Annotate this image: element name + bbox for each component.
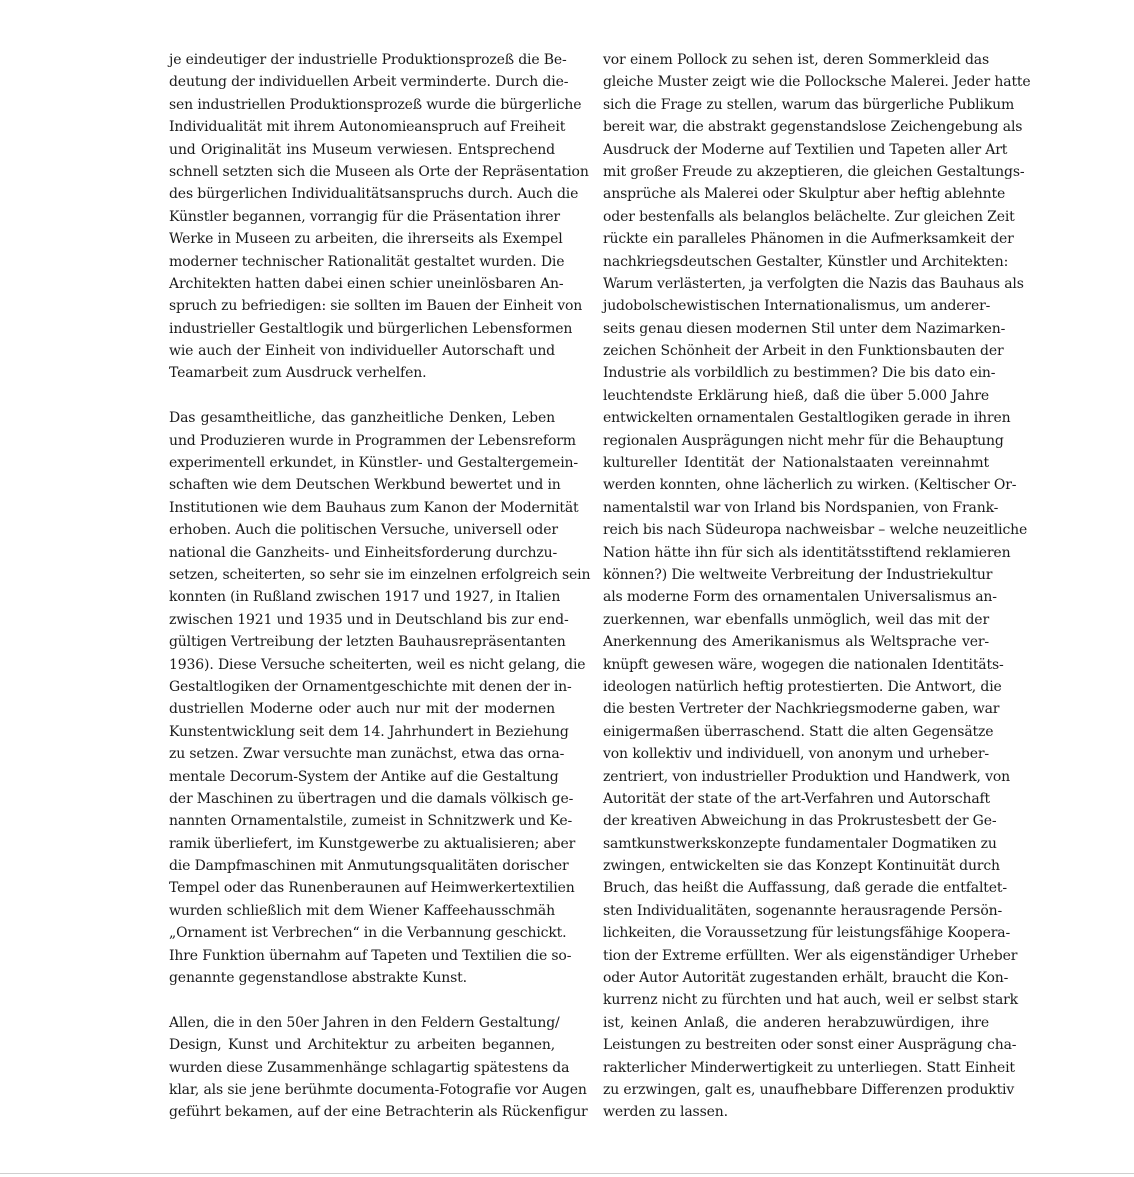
paragraph-gap <box>169 989 555 1011</box>
text-line: oder Autor Autorität zugestanden erhält, braucht die Kon- <box>603 970 1009 987</box>
text-line: der Maschinen zu übertragen und die damals völkisch ge- <box>169 790 574 807</box>
text-line: kultureller Identität der Nationalstaaten vereinnahmt <box>603 455 989 472</box>
text-line: geführt bekamen, auf der eine Betrachterin als Rückenfigur <box>169 1104 588 1121</box>
text-line: sten Individualitäten, sogenannte herausragende Persön- <box>603 902 1003 919</box>
text-line: setzen, scheiterten, so sehr sie im einzelnen erfolgreich sein <box>169 566 591 583</box>
text-line: bereit war, die abstrakt gegenstandslose Zeichengebung als <box>603 119 1023 136</box>
text-line: Industrie als vorbildlich zu bestimmen? Die bis dato ein- <box>603 365 996 382</box>
text-line: kurrenz nicht zu fürchten und hat auch, weil er selbst stark <box>603 992 1019 1009</box>
text-line: Künstler begannen, vorrangig für die Präsentation ihrer <box>169 208 560 225</box>
text-line: die Dampfmaschinen mit Anmutungsqualitäten dorischer <box>169 858 569 875</box>
paragraph <box>169 49 589 385</box>
text-line: Individualität mit ihrem Autonomieanspruch auf Freiheit <box>169 119 566 136</box>
text-line: rakterlicher Minderwertigkeit zu unterliegen. Statt Einheit <box>603 1059 1015 1076</box>
text-line: Kunstentwicklung seit dem 14. Jahrhundert in Beziehung <box>169 723 569 740</box>
text-line: schnell setzten sich die Museen als Orte der Repräsentation <box>169 163 589 180</box>
text-line: regionalen Ausprägungen nicht mehr für die Behauptung <box>603 432 1004 449</box>
text-line: rückte ein paralleles Phänomen in die Aufmerksamkeit der <box>603 231 1014 248</box>
text-line: werden zu lassen. <box>603 1104 728 1121</box>
text-line: seits genau diesen modernen Stil unter dem Nazimarken- <box>603 320 1006 337</box>
text-line: zwischen 1921 und 1935 und in Deutschland bis zur end- <box>169 611 569 628</box>
text-line: zeichen Schönheit der Arbeit in den Funktionsbauten der <box>603 343 1004 360</box>
text-line: von kollektiv und individuell, von anonym und urheber- <box>603 746 989 763</box>
paragraph-gap <box>169 385 555 407</box>
paragraph <box>169 1012 588 1124</box>
text-line: reich bis nach Südeuropa nachweisbar – welche neuzeitliche <box>603 522 1028 539</box>
text-line: können?) Die weltweite Verbreitung der Industriekultur <box>603 566 993 583</box>
text-line: industrieller Gestaltlogik und bürgerlichen Lebensformen <box>169 320 573 337</box>
text-line: oder bestenfalls als belanglos belächelte. Zur gleichen Zeit <box>603 208 1015 225</box>
text-line: mentale Decorum-System der Antike auf die Gestaltung <box>169 768 559 785</box>
text-line: Teamarbeit zum Ausdruck verhelfen. <box>169 365 427 382</box>
text-line: sich die Frage zu stellen, warum das bürgerliche Publikum <box>603 96 1015 113</box>
text-line: zentriert, von industrieller Produktion und Handwerk, von <box>603 768 1011 785</box>
text-line: und Originalität ins Museum verwiesen. Entsprechend <box>169 141 555 158</box>
text-line: ramik überliefert, im Kunstgewerbe zu aktualisieren; aber <box>169 835 576 852</box>
text-line: vor einem Pollock zu sehen ist, deren Sommerkleid das <box>603 52 989 68</box>
text-line: zu erzwingen, galt es, unaufhebbare Differenzen produktiv <box>603 1081 1015 1098</box>
text-line: zuerkennen, war ebenfalls unmöglich, weil das mit der <box>603 611 989 628</box>
text-line: „Ornament ist Verbrechen“ in die Verbannung geschickt. <box>169 925 567 942</box>
text-line: des bürgerlichen Individualitätsanspruchs durch. Auch die <box>169 186 579 203</box>
text-line: judobolschewistischen Internationalismus, um anderer- <box>603 298 991 315</box>
text-line: sen industriellen Produktionsprozeß wurde die bürgerliche <box>169 96 582 113</box>
left-text-column <box>169 49 591 1124</box>
text-line: Ausdruck der Moderne auf Textilien und Tapeten aller Art <box>603 141 1008 158</box>
text-line: zwingen, entwickelten sie das Konzept Kontinuität durch <box>603 858 1000 875</box>
text-line: national die Ganzheits- und Einheitsforderung durchzu- <box>169 544 558 561</box>
text-line: Warum verlästerten, ja verfolgten die Nazis das Bauhaus als <box>603 275 1024 292</box>
text-line: Gestaltlogiken der Ornamentgeschichte mit denen der in- <box>169 678 572 695</box>
text-line: deutung der individuellen Arbeit verminderte. Durch die- <box>169 74 569 91</box>
text-line: gültigen Vertreibung der letzten Bauhausrepräsentanten <box>169 634 566 651</box>
text-line: Ihre Funktion übernahm auf Tapeten und Textilien die so- <box>169 947 572 964</box>
text-line: Design, Kunst und Architektur zu arbeiten begannen, <box>169 1037 555 1054</box>
text-line: konnten (in Rußland zwischen 1917 und 1927, in Italien <box>169 589 561 606</box>
text-line: Architekten hatten dabei einen schier uneinlösbaren An- <box>169 275 564 292</box>
text-line: Tempel oder das Runenberaunen auf Heimwerkertextilien <box>169 880 575 897</box>
text-line: spruch zu befriedigen: sie sollten im Bauen der Einheit von <box>169 298 583 315</box>
text-line: wie auch der Einheit von individueller Autorschaft und <box>169 343 555 360</box>
text-line: Werke in Museen zu arbeiten, die ihrerseits als Exempel <box>169 231 563 248</box>
text-line: knüpft gewesen wäre, wogegen die nationalen Identitäts- <box>603 656 1004 673</box>
text-line: Das gesamtheitliche, das ganzheitliche Denken, Leben <box>169 410 555 427</box>
text-line: tion der Extreme erfüllten. Wer als eigenständiger Urheber <box>603 947 1018 964</box>
text-line: moderner technischer Rationalität gestaltet wurden. Die <box>169 253 565 270</box>
text-line: erhoben. Auch die politischen Versuche, universell oder <box>169 522 558 539</box>
text-line: dustriellen Moderne oder auch nur mit der modernen <box>169 701 555 718</box>
text-line: Nation hätte ihn für sich als identitätsstiftend reklamieren <box>603 544 1011 561</box>
text-line: leuchtendste Erklärung hieß, daß die über 5.000 Jahre <box>603 387 989 404</box>
text-line: je eindeutiger der industrielle Produktionsprozeß die Be- <box>169 52 567 68</box>
text-line: als moderne Form des ornamentalen Universalismus an- <box>603 589 997 606</box>
text-line: klar, als sie jene berühmte documenta-Fotografie vor Augen <box>169 1081 587 1098</box>
text-line: samtkunstwerkskonzepte fundamentaler Dogmatiken zu <box>603 835 997 852</box>
text-line: der kreativen Abweichung in das Prokrustesbett der Ge- <box>603 813 997 830</box>
text-line: Autorität der state of the art-Verfahren und Autorschaft <box>603 790 991 807</box>
paragraph <box>169 407 591 989</box>
text-line: ansprüche als Malerei oder Skulptur aber heftig ablehnte <box>603 186 1006 203</box>
text-line: zu setzen. Zwar versuchte man zunächst, etwa das orna- <box>169 746 565 763</box>
text-line: entwickelten ornamentalen Gestaltlogiken gerade in ihren <box>603 410 1011 427</box>
text-line: experimentell erkundet, in Künstler- und Gestaltergemein- <box>169 455 578 472</box>
text-line: Anerkennung des Amerikanismus als Weltsprache ver- <box>603 634 989 651</box>
text-line: 1936). Diese Versuche scheiterten, weil es nicht gelang, die <box>169 656 586 673</box>
text-line: werden konnten, ohne lächerlich zu wirken. (Keltischer Or- <box>603 477 1017 494</box>
text-line: Institutionen wie dem Bauhaus zum Kanon der Modernität <box>169 499 579 516</box>
text-line: und Produzieren wurde in Programmen der Lebensreform <box>169 432 576 449</box>
text-line: namentalstil war von Irland bis Nordspanien, von Frank- <box>603 499 999 516</box>
text-line: lichkeiten, die Voraussetzung für leistungsfähige Koopera- <box>603 925 1011 942</box>
text-line: schaften wie dem Deutschen Werkbund bewertet und in <box>169 477 561 494</box>
text-line: ist, keinen Anlaß, die anderen herabzuwürdigen, ihre <box>603 1014 989 1031</box>
page-bottom-rule <box>0 1173 1134 1174</box>
text-line: Leistungen zu bestreiten oder sonst einer Ausprägung cha- <box>603 1037 1017 1054</box>
text-line: genannte gegenstandlose abstrakte Kunst. <box>169 970 467 987</box>
text-line: gleiche Muster zeigt wie die Pollocksche Malerei. Jeder hatte <box>603 74 1031 91</box>
text-line: wurden schließlich mit dem Wiener Kaffeehausschmäh <box>169 902 555 919</box>
paragraph <box>603 49 1031 1124</box>
text-line: nannten Ornamentalstile, zumeist in Schnitzwerk und Ke- <box>169 813 573 830</box>
text-line: ideologen natürlich heftig protestierten. Die Antwort, die <box>603 678 1002 695</box>
text-line: nachkriegsdeutschen Gestalter, Künstler und Architekten: <box>603 253 1009 270</box>
text-line: Bruch, das heißt die Auffassung, daß gerade die entfaltet- <box>603 880 1007 897</box>
right-text-column <box>603 49 1031 1124</box>
text-line: wurden diese Zusammenhänge schlagartig spätestens da <box>169 1059 570 1076</box>
text-line: Allen, die in den 50er Jahren in den Feldern Gestaltung/ <box>169 1014 560 1031</box>
text-line: mit großer Freude zu akzeptieren, die gleichen Gestaltungs- <box>603 163 1025 180</box>
text-line: einigermaßen überraschend. Statt die alten Gegensätze <box>603 723 994 740</box>
text-line: die besten Vertreter der Nachkriegsmoderne gaben, war <box>603 701 1000 718</box>
